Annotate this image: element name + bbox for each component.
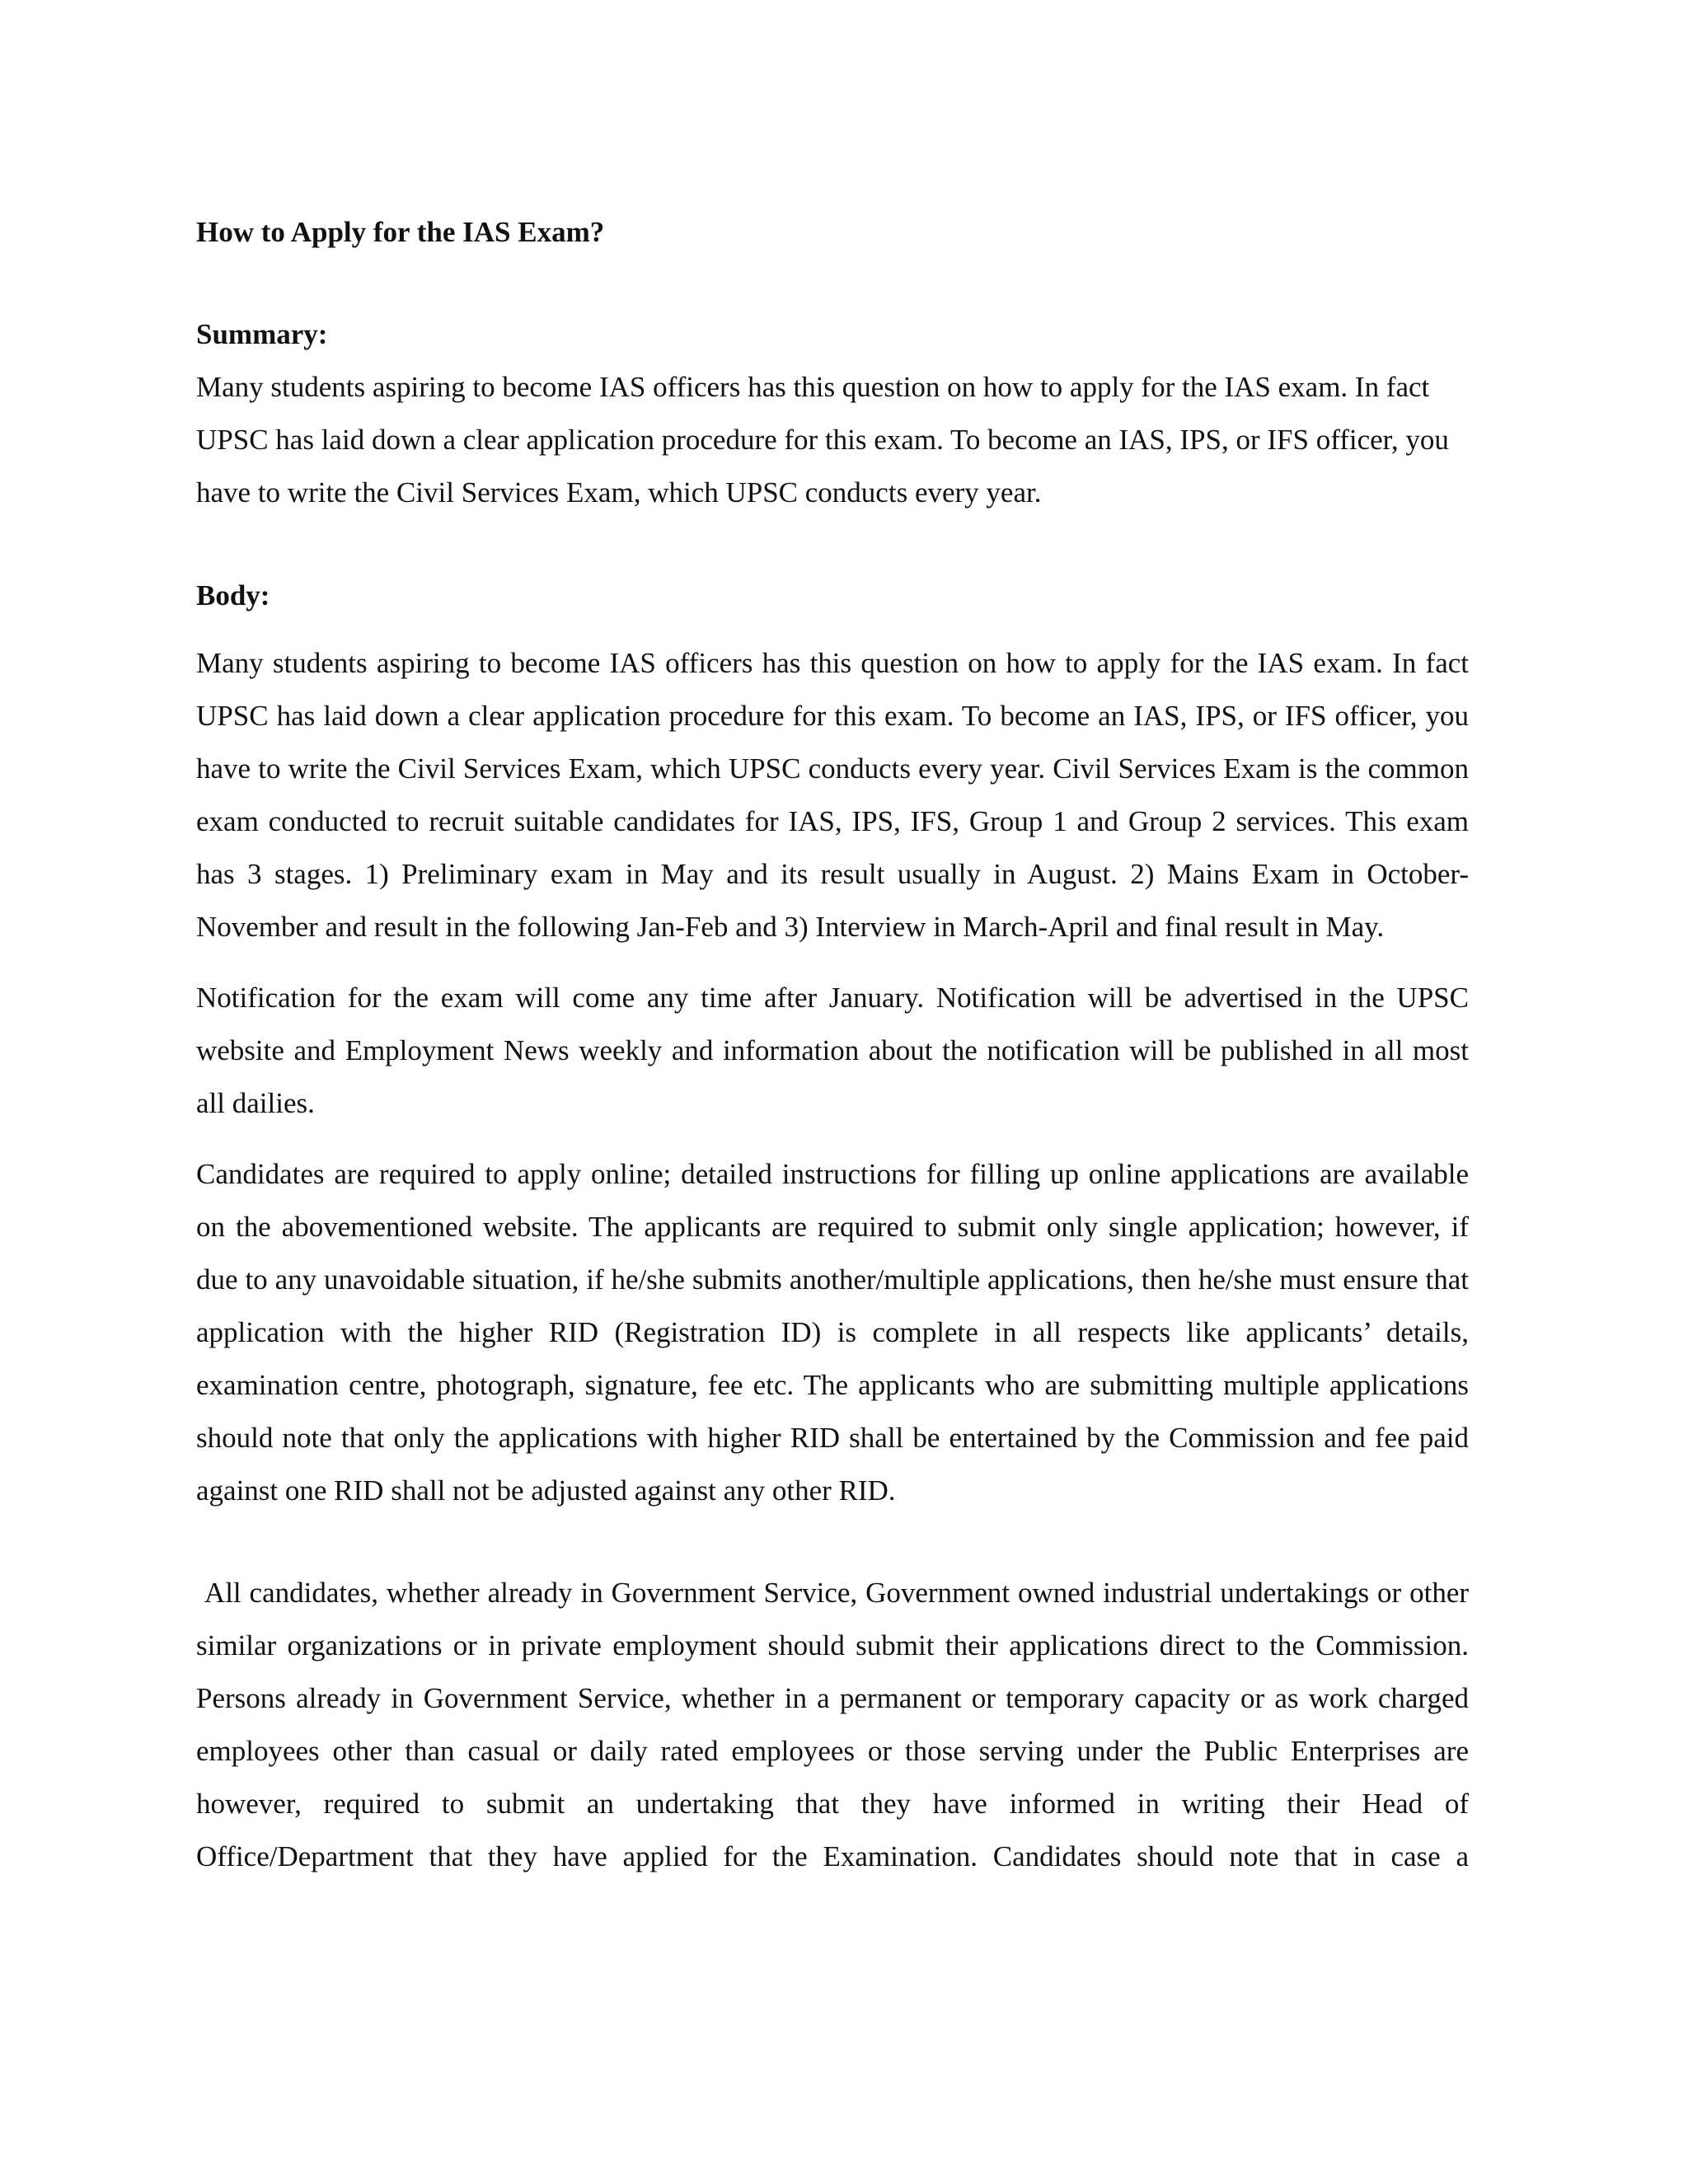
body-heading: Body: xyxy=(196,579,270,612)
summary-heading: Summary: xyxy=(196,318,328,350)
summary-paragraph: Many students aspiring to become IAS officers has this question on how to apply for the IAS exam. In fact UPSC has laid down a clear application procedure for this exam. To become an IAS, IPS, or IFS officer, you have to write the Civil Services Exam, which UPSC conducts every year. xyxy=(196,371,1449,509)
body-paragraph-2: Notification for the exam will come any time after January. Notification will be advertised in the UPSC website and Employment News weekly and information about the notification will be published in all most all dailies. xyxy=(196,982,1469,1119)
document-page xyxy=(196,206,1476,1901)
body-paragraph-3: Candidates are required to apply online; detailed instructions for filling up online applications are available on the abovementioned website. The applicants are required to submit only single application; however, if due to any unavoidable situation, if he/she submits another/multiple applications, then he/she must ensure that application with the higher RID (Registration ID) is complete in all respects like applicants’ details, examination centre, photograph, signature, fee etc. The applicants who are submitting multiple applications should note that only the applications with higher RID shall be entertained by the Commission and fee paid against one RID shall not be adjusted against any other RID. xyxy=(196,1158,1469,1507)
body-paragraph-1: Many students aspiring to become IAS officers has this question on how to apply for the IAS exam. In fact UPSC has laid down a clear application procedure for this exam. To become an IAS, IPS, or IFS officer, you have to write the Civil Services Exam, which UPSC conducts every year. Civil Services Exam is the common exam conducted to recruit suitable candidates for IAS, IPS, IFS, Group 1 and Group 2 services. This exam has 3 stages. 1) Preliminary exam in May and its result usually in August. 2) Mains Exam in October-November and result in the following Jan-Feb and 3) Interview in March-April and final result in May. xyxy=(196,647,1469,943)
document-title: How to Apply for the IAS Exam? xyxy=(196,216,605,248)
body-paragraph-4: All candidates, whether already in Government Service, Government owned industrial undertakings or other similar organizations or in private employment should submit their applications direct to the Commission. Persons already in Government Service, whether in a permanent or temporary capacity or as work charged employees other than casual or daily rated employees or those serving under the Public Enterprises are however, required to submit an undertaking that they have informed in writing their Head of Office/Department that they have applied for the Examination. Candidates should note that in case a xyxy=(196,1577,1476,1872)
